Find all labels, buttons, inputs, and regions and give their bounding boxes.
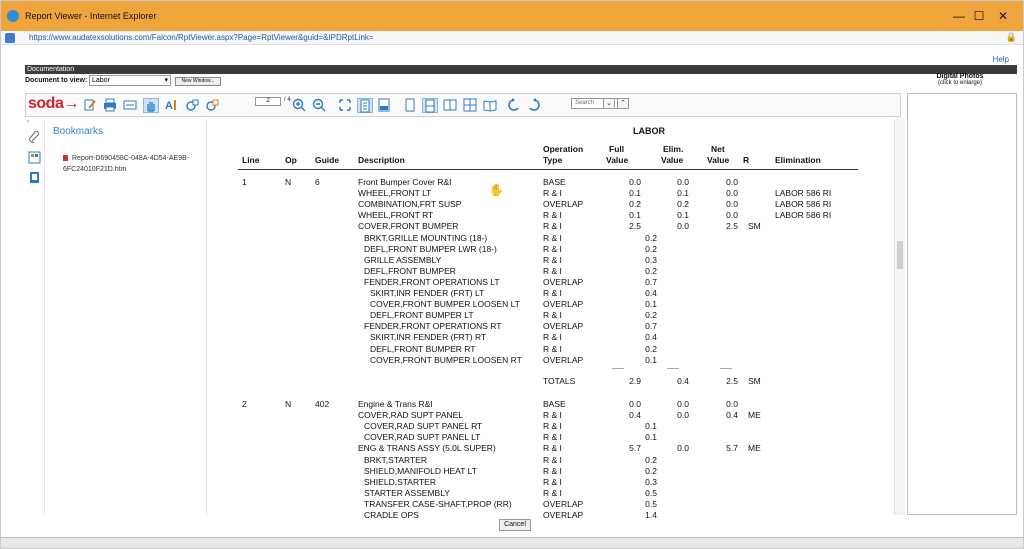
row-operation-type: R & I: [543, 443, 562, 454]
col-optype-header-1: Operation: [543, 144, 584, 154]
row-full-value: 0.1: [629, 188, 641, 199]
site-icon: [5, 33, 15, 43]
bookmark-flag-icon: [63, 155, 68, 161]
cancel-button[interactable]: Cancel: [499, 519, 531, 531]
group1-line: 1: [242, 177, 247, 187]
row-operation-type: R & I: [543, 254, 562, 265]
row-description: WHEEL,FRONT RT: [358, 210, 434, 221]
row-operation-type: R & I: [543, 310, 562, 321]
zoom-out-icon[interactable]: [311, 98, 327, 113]
full-total-rule: ------: [612, 366, 624, 372]
row-operation-type: R & I: [543, 476, 562, 487]
hand-cursor-icon: ✋: [489, 183, 504, 197]
row-description: COVER,FRONT BUMPER: [358, 221, 459, 232]
row-sub-value: 0.3: [645, 254, 657, 265]
row-operation-type: OVERLAP: [543, 321, 584, 332]
row-description: SKIRT,INR FENDER (FRT) RT: [370, 332, 487, 343]
photos-subtitle: (click to enlarge): [937, 80, 982, 86]
chevron-down-icon: ▾: [164, 77, 168, 84]
row-full-value: 0.2: [629, 199, 641, 210]
single-page-icon[interactable]: [357, 98, 373, 113]
row-net-value: 0.4: [726, 410, 738, 421]
edit-icon[interactable]: [82, 98, 98, 113]
row-description: COVER,RAD SUPT PANEL LT: [364, 432, 481, 443]
fit-width-icon[interactable]: [337, 98, 353, 113]
maximize-button[interactable]: ☐: [973, 9, 985, 23]
zoom-in-icon[interactable]: [291, 98, 307, 113]
totals-net: 2.5: [726, 376, 738, 386]
col-elim-header-2: Value: [661, 155, 684, 165]
row-description: FENDER,FRONT OPERATIONS RT: [364, 321, 502, 332]
window-title: Report Viewer - Internet Explorer: [25, 11, 157, 21]
row-description: BRKT,GRILLE MOUNTING (18-): [364, 232, 488, 243]
row-sub-value: 0.2: [645, 343, 657, 354]
row-operation-type: R & I: [543, 243, 562, 254]
close-button[interactable]: ✕: [997, 9, 1009, 23]
search-down-button[interactable]: ⌄: [603, 98, 615, 109]
col-line-header: Line: [242, 155, 260, 165]
zoom-page-icon[interactable]: [184, 98, 200, 113]
row-full-value: 5.7: [629, 443, 641, 454]
row-net-value: 0.0: [726, 399, 738, 409]
group1-op: N: [285, 177, 292, 187]
help-link[interactable]: Help: [992, 55, 1009, 64]
row-elim-value: 0.0: [677, 399, 689, 409]
row-net-value: 0.0: [726, 188, 738, 199]
totals-full: 2.9: [629, 376, 641, 386]
row-sub-value: 0.2: [645, 265, 657, 276]
bookmarks-panel: [45, 119, 207, 515]
collapse-chevron-icon[interactable]: ‹: [27, 119, 29, 125]
row-description: DEFL,FRONT BUMPER LWR (18-): [364, 243, 497, 254]
report-scrollbar[interactable]: [895, 119, 905, 515]
row-sub-value: 0.1: [645, 421, 657, 432]
row-elim-value: 0.0: [677, 221, 689, 232]
row-description: STARTER ASSEMBLY: [364, 487, 450, 498]
totals-label: TOTALS: [543, 376, 576, 386]
row-description: TRANSFER CASE-SHAFT,PROP (RR): [364, 498, 512, 509]
row-description: CRADLE OPS: [364, 510, 419, 520]
row-sub-value: 0.3: [645, 476, 657, 487]
row-operation-type: R & I: [543, 410, 562, 421]
row-description: SKIRT,INR FENDER (FRT) LT: [370, 288, 485, 298]
row-full-value: 2.5: [629, 221, 641, 232]
row-full-value: 0.4: [629, 410, 641, 421]
row-sub-value: 0.4: [645, 288, 657, 298]
row-sub-value: 0.2: [645, 454, 657, 465]
svg-text:A: A: [165, 100, 173, 112]
url-text[interactable]: https://www.audatexsolutions.com/Falcon/RptViewer.aspx?Page=RptViewer&guid=&IPDRptLink=: [29, 33, 374, 42]
row-operation-type: R & I: [543, 210, 562, 221]
row-sub-value: 0.4: [645, 332, 657, 343]
col-optype-header-2: Type: [543, 155, 563, 165]
row-operation-type: OVERLAP: [543, 199, 584, 210]
row-description: SHIELD,STARTER: [364, 476, 436, 487]
print-icon[interactable]: [102, 98, 118, 113]
side-tool-strip: [25, 119, 45, 515]
thumbnails-icon[interactable]: [28, 151, 41, 164]
col-full-header-1: Full: [609, 144, 625, 154]
row-elim-value: 0.1: [677, 188, 689, 199]
col-r-header: R: [743, 155, 750, 165]
col-elim-header-1: Elim.: [663, 144, 684, 154]
row-description: Front Bumper Cover R&I: [358, 177, 452, 187]
elim-total-rule: ------: [667, 366, 679, 372]
row-description: SHIELD,MANIFOLD HEAT LT: [364, 465, 477, 476]
group2-line: 2: [242, 399, 247, 409]
row-sub-value: 0.1: [645, 354, 657, 365]
group1-guide: 6: [315, 177, 320, 187]
report-page: [209, 119, 895, 520]
documentation-bar: [25, 65, 1017, 74]
row-operation-type: R & I: [543, 454, 562, 465]
row-sub-value: 0.7: [645, 276, 657, 287]
rotate-right-icon[interactable]: [526, 98, 542, 113]
col-net-header-1: Net: [711, 144, 725, 154]
lock-icon: 🔒: [1005, 32, 1017, 42]
row-operation-type: R & I: [543, 421, 562, 432]
col-full-header-2: Value: [606, 155, 629, 165]
report-title: LABOR: [633, 126, 665, 136]
row-description: GRILLE ASSEMBLY: [364, 254, 442, 265]
row-net-value: 2.5: [726, 221, 738, 232]
row-operation-type: R & I: [543, 232, 562, 243]
document-select-value: Labor: [92, 77, 110, 84]
row-net-value: 0.0: [726, 177, 738, 187]
page-layout-2-icon[interactable]: [422, 98, 438, 113]
net-total-rule: ------: [720, 366, 732, 372]
book-view-icon[interactable]: [482, 98, 498, 113]
row-description: COVER,RAD SUPT PANEL RT: [364, 421, 483, 432]
row-elim-value: 0.0: [677, 410, 689, 421]
row-elimination: LABOR 586 RI: [775, 188, 832, 199]
page-total: / 4: [284, 97, 291, 103]
report-toolbar: [25, 93, 901, 117]
row-operation-type: OVERLAP: [543, 276, 584, 287]
search-input[interactable]: Search: [571, 98, 627, 109]
row-operation-type: R & I: [543, 265, 562, 276]
row-elim-value: 0.0: [677, 177, 689, 187]
row-description: DEFL,FRONT BUMPER RT: [370, 343, 476, 354]
row-sub-value: 0.7: [645, 321, 657, 332]
digital-photos-panel: [907, 93, 1017, 515]
col-elimination-header: Elimination: [775, 155, 821, 165]
row-elimination: LABOR 586 RI: [775, 199, 832, 210]
row-sub-value: 0.5: [645, 487, 657, 498]
row-description: DEFL,FRONT BUMPER LT: [370, 310, 474, 321]
row-operation-type: R & I: [543, 288, 562, 298]
row-r-value: SM: [748, 221, 761, 232]
row-sub-value: 0.2: [645, 243, 657, 254]
page-number-input[interactable]: 2: [255, 97, 281, 106]
row-operation-type: R & I: [543, 343, 562, 354]
row-description: FENDER,FRONT OPERATIONS LT: [364, 276, 500, 287]
title-bar: [1, 1, 1024, 31]
row-full-value: 0.1: [629, 210, 641, 221]
row-sub-value: 0.1: [645, 299, 657, 310]
bottom-strip: [1, 537, 1024, 549]
document-to-view-label: Document to view:: [25, 77, 88, 84]
row-elimination: LABOR 586 RI: [775, 210, 832, 221]
row-sub-value: 0.2: [645, 232, 657, 243]
section-title: Documentation: [27, 66, 75, 73]
document-select[interactable]: [89, 75, 171, 86]
pdf-icon[interactable]: [376, 98, 392, 113]
rotate-left-icon[interactable]: [506, 98, 522, 113]
col-op-header: Op: [285, 155, 297, 165]
row-description: ENG & TRANS ASSY (5.0L SUPER): [358, 443, 496, 454]
row-operation-type: BASE: [543, 399, 566, 409]
row-operation-type: R & I: [543, 332, 562, 343]
row-elim-value: 0.0: [677, 443, 689, 454]
minimize-button[interactable]: —: [953, 9, 965, 23]
col-guide-header: Guide: [315, 155, 340, 165]
text-select-icon[interactable]: [163, 98, 179, 113]
page-layout-3-icon[interactable]: [442, 98, 458, 113]
row-elim-value: 0.2: [677, 199, 689, 210]
row-elim-value: 0.1: [677, 210, 689, 221]
bookmarks-title: Bookmarks: [53, 126, 104, 137]
row-description: COVER,RAD SUPT PANEL: [358, 410, 464, 421]
row-description: WHEEL,FRONT LT: [358, 188, 432, 199]
row-operation-type: R & I: [543, 465, 562, 476]
row-r-value: ME: [748, 443, 761, 454]
row-operation-type: R & I: [543, 487, 562, 498]
group2-guide: 402: [315, 399, 330, 409]
search-up-button[interactable]: ⌃: [617, 98, 629, 109]
header-rule: [238, 169, 858, 170]
bookmark-label: Report-D690458C-048A-4D54-AE9B-6FC24010F21D.htm: [63, 155, 190, 173]
page-layout-1-icon[interactable]: [402, 98, 418, 113]
row-description: COVER,FRONT BUMPER LOOSEN RT: [370, 354, 522, 365]
row-sub-value: 0.5: [645, 498, 657, 509]
row-operation-type: R & I: [543, 188, 562, 199]
address-bar[interactable]: [1, 31, 1024, 45]
row-operation-type: OVERLAP: [543, 299, 584, 310]
fit-page-icon[interactable]: [204, 98, 220, 113]
row-description: DEFL,FRONT BUMPER: [364, 265, 456, 276]
row-full-value: 0.0: [629, 399, 641, 409]
row-sub-value: 0.1: [645, 432, 657, 443]
digital-photos-header: [905, 73, 1015, 86]
page-layout-4-icon[interactable]: [462, 98, 478, 113]
row-full-value: 0.0: [629, 177, 641, 187]
row-sub-value: 1.4: [645, 510, 657, 520]
bookmarks-icon[interactable]: [28, 171, 41, 184]
row-description: Engine & Trans R&I: [358, 399, 433, 409]
row-sub-value: 0.2: [645, 310, 657, 321]
row-r-value: ME: [748, 410, 761, 421]
col-description-header: Description: [358, 155, 405, 165]
row-operation-type: OVERLAP: [543, 354, 584, 365]
row-operation-type: R & I: [543, 221, 562, 232]
attachment-icon[interactable]: [28, 131, 41, 144]
row-net-value: 0.0: [726, 199, 738, 210]
row-description: COMBINATION,FRT SUSP: [358, 199, 462, 210]
scrollbar-thumb[interactable]: [897, 241, 903, 269]
row-operation-type: BASE: [543, 177, 566, 187]
row-net-value: 5.7: [726, 443, 738, 454]
row-sub-value: 0.2: [645, 465, 657, 476]
group2-op: N: [285, 399, 292, 409]
photos-title: Digital Photos: [936, 73, 984, 80]
row-description: COVER,FRONT BUMPER LOOSEN LT: [370, 299, 520, 310]
totals-elim: 0.4: [677, 376, 689, 386]
soda-logo: soda→: [28, 95, 79, 112]
row-net-value: 0.0: [726, 210, 738, 221]
pan-hand-icon[interactable]: [143, 98, 159, 113]
new-window-button[interactable]: New Window...: [175, 77, 221, 86]
col-net-header-2: Value: [707, 155, 730, 165]
bookmark-item[interactable]: [63, 153, 203, 175]
internet-explorer-icon: [7, 10, 19, 22]
export-icon[interactable]: [122, 98, 138, 113]
row-operation-type: OVERLAP: [543, 498, 584, 509]
row-operation-type: OVERLAP: [543, 510, 584, 520]
row-description: BRKT,STARTER: [364, 454, 427, 465]
row-operation-type: R & I: [543, 432, 562, 443]
totals-r: SM: [748, 376, 761, 386]
